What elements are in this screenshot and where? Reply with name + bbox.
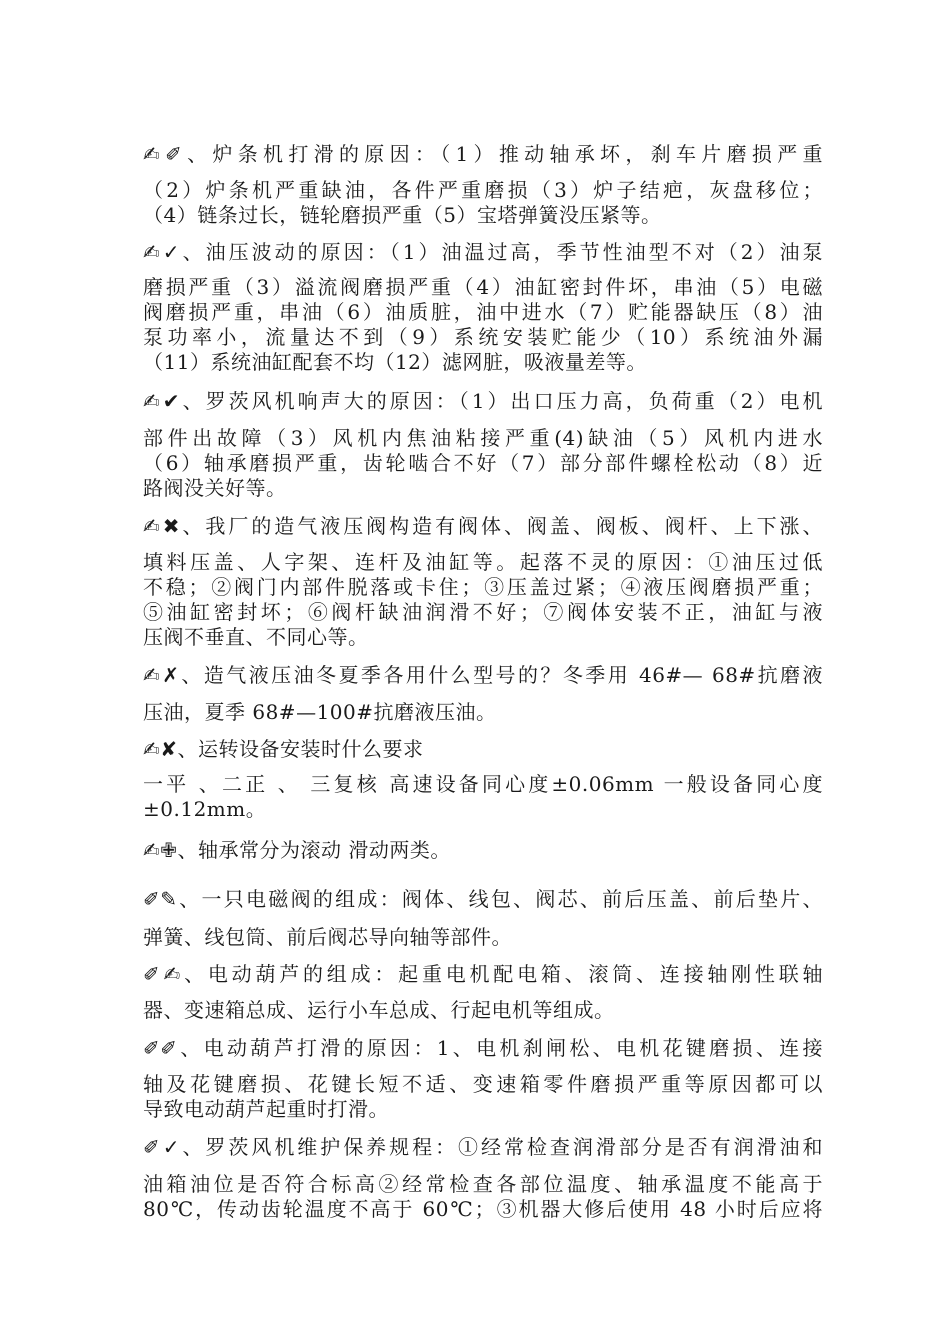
item-11-line-3: 80℃，传动齿轮温度不高于 60℃；③机器大修后使用 48 小时后应将	[143, 1197, 823, 1221]
item-1-line-2: （2）炉条机严重缺油，各件严重磨损（3）炉子结疤，灰盘移位；	[143, 178, 823, 202]
item-4-line-2: 填料压盖、人字架、连杆及油缸等。起落不灵的原因：①油压过低	[143, 550, 823, 574]
item-2-line-2: 磨损严重（3）溢流阀磨损严重（4）油缸密封件坏，串油（5）电磁	[143, 275, 823, 299]
item-6-line-3: ±0.12mm。	[143, 797, 267, 821]
item-7-marker-icon: ✍✙	[143, 838, 178, 862]
item-8-marker-icon: ✐✎	[143, 887, 178, 911]
item-8-line-2: 弹簧、线包筒、前后阀芯导向轴等部件。	[143, 925, 512, 949]
item-9-marker-icon: ✐✍	[143, 962, 185, 986]
item-11-line-2: 油箱油位是否符合标高②经常检查各部位温度、轴承温度不能高于	[143, 1172, 823, 1196]
item-1-line-1: ✍✐、炉条机打滑的原因：（1）推动轴承坏，刹车片磨损严重	[143, 142, 823, 166]
item-10-line-3: 导致电动葫芦起重时打滑。	[143, 1097, 389, 1121]
item-6-line-1: ✍✘、运转设备安装时什么要求	[143, 737, 424, 761]
item-4-line-3: 不稳；②阀门内部件脱落或卡住；③压盖过紧；④液压阀磨损严重；	[143, 575, 823, 599]
item-5-line-1: ✍✗、造气液压油冬夏季各用什么型号的？冬季用 46#— 68#抗磨液	[143, 663, 824, 687]
item-5-line-2: 压油，夏季 68#—100#抗磨液压油。	[143, 700, 497, 724]
item-3-line-4: 路阀没关好等。	[143, 476, 287, 500]
item-3-line-2: 部件出故障（3）风机内焦油粘接严重(4)缺油（5）风机内进水	[143, 426, 823, 450]
item-11-line-1: ✐✓、罗茨风机维护保养规程：①经常检查润滑部分是否有润滑油和	[143, 1135, 824, 1159]
item-1-marker-icon: ✍✐	[143, 142, 183, 166]
item-6-line-2: 一平 、二正 、 三复核 高速设备同心度±0.06mm 一般设备同心度	[143, 772, 823, 796]
item-10-line-2: 轴及花键磨损、花键长短不适、变速箱零件磨损严重等原因都可以	[143, 1072, 823, 1096]
item-8-line-1: ✐✎、一只电磁阀的组成：阀体、线包、阀芯、前后压盖、前后垫片、	[143, 887, 823, 911]
item-4-line-4: ⑤油缸密封坏；⑥阀杆缺油润滑不好；⑦阀体安装不正，油缸与液	[143, 600, 823, 624]
item-10-marker-icon: ✐✐	[143, 1036, 178, 1060]
item-2-line-1: ✍✓、油压波动的原因：（1）油温过高，季节性油型不对（2）油泵	[143, 240, 824, 264]
item-10-line-1: ✐✐、电动葫芦打滑的原因：1、电机刹闸松、电机花键磨损、连接	[143, 1036, 823, 1060]
item-6-marker-icon: ✍✘	[143, 737, 178, 761]
item-4-marker-icon: ✍✖	[143, 514, 180, 538]
item-4-line-1: ✍✖、我厂的造气液压阀构造有阀体、阀盖、阀板、阀杆、上下涨、	[143, 514, 824, 538]
item-2-line-4: 泵功率小，流量达不到（9）系统安装贮能少（10）系统油外漏	[143, 325, 823, 349]
item-9-line-1: ✐✍、电动葫芦的组成：起重电机配电箱、滚筒、连接轴刚性联轴	[143, 962, 824, 986]
item-7-line-1: ✍✙、轴承常分为滚动 滑动两类。	[143, 838, 451, 862]
item-4-line-5: 压阀不垂直、不同心等。	[143, 625, 369, 649]
item-3-marker-icon: ✍✔	[143, 389, 181, 413]
item-2-line-5: （11）系统油缸配套不均（12）滤网脏，吸液量差等。	[143, 350, 647, 374]
item-9-line-2: 器、变速箱总成、运行小车总成、行起电机等组成。	[143, 998, 615, 1022]
item-5-marker-icon: ✍✗	[143, 663, 180, 687]
item-1-line-3: （4）链条过长，链轮磨损严重（5）宝塔弹簧没压紧等。	[143, 203, 662, 227]
item-2-marker-icon: ✍✓	[143, 240, 183, 264]
item-3-line-3: （6）轴承磨损严重，齿轮啮合不好（7）部分部件螺栓松动（8）近	[143, 451, 823, 475]
item-11-marker-icon: ✐✓	[143, 1135, 183, 1159]
item-2-line-3: 阀磨损严重，串油（6）油质脏，油中进水（7）贮能器缺压（8）油	[143, 300, 823, 324]
item-3-line-1: ✍✔、罗茨风机响声大的原因：（1）出口压力高，负荷重（2）电机	[143, 389, 824, 413]
